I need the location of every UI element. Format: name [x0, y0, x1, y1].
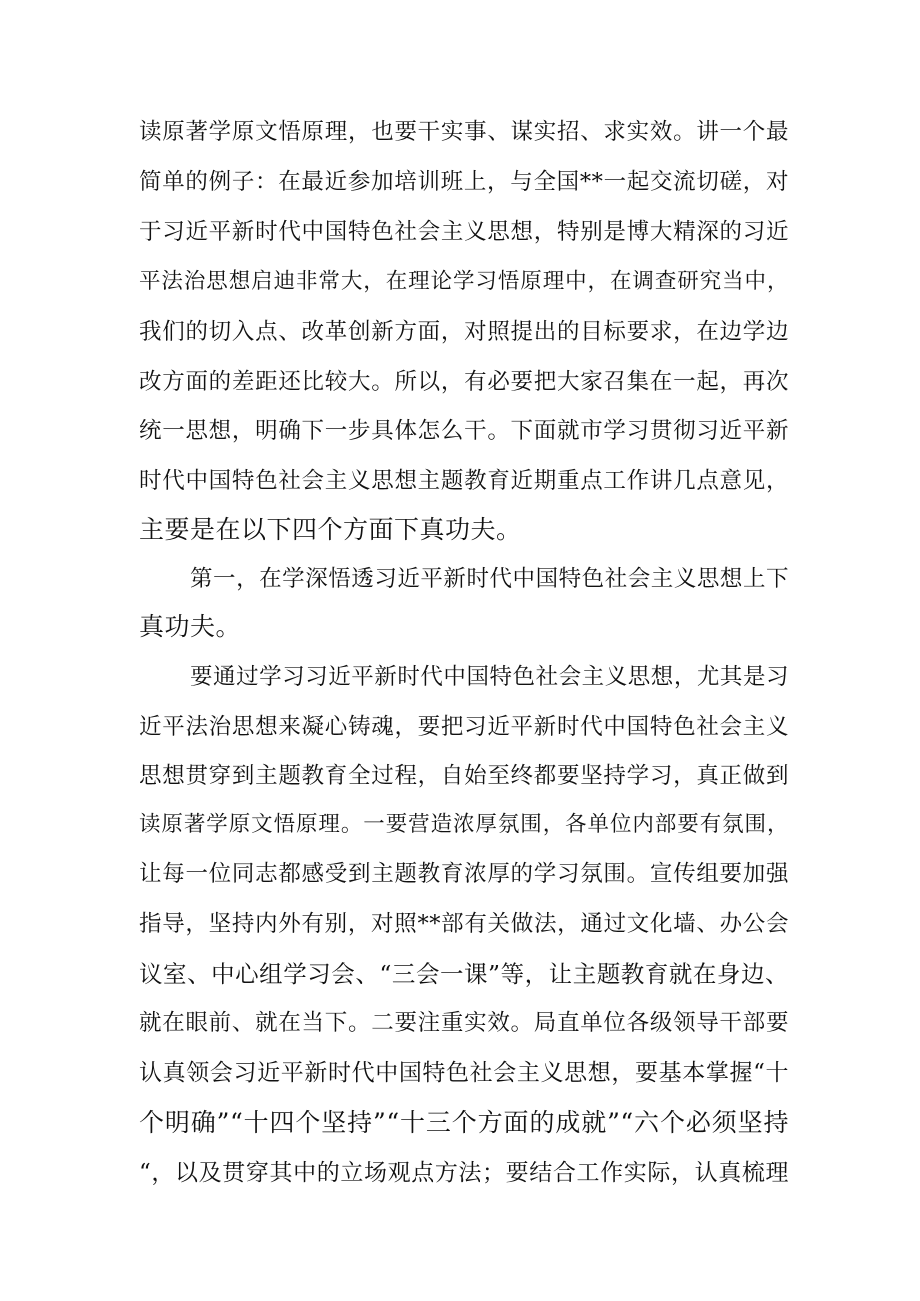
- paragraph-line: 主要是在以下四个方面下真功夫。: [139, 515, 522, 544]
- paragraph-line: 读原著学原文悟原理，也要干实事、谋实招、求实效。讲一个最: [139, 119, 789, 145]
- paragraph-line: 平法治思想启迪非常大，在理论学习悟原理中，在调查研究当中，: [139, 269, 789, 294]
- paragraph-line: 时代中国特色社会主义思想主题教育近期重点工作讲几点意见，: [139, 468, 789, 494]
- paragraph-line: 个明确”“十四个坚持”“十三个方面的成就”“六个必须坚持: [139, 1108, 789, 1137]
- paragraph-line: 指导，坚持内外有别，对照**部有关做法，通过文化墙、办公会: [139, 911, 789, 937]
- paragraph-line: 思想贯穿到主题教育全过程，自始至终都要坚持学习，真正做到: [139, 763, 789, 789]
- paragraph-line: 我们的切入点、改革创新方面，对照提出的目标要求，在边学边: [139, 319, 789, 345]
- paragraph-line: 统一思想，明确下一步具体怎么干。下面就市学习贯彻习近平新: [139, 418, 789, 444]
- paragraph-line: 就在眼前、就在当下。二要注重实效。局直单位各级领导干部要: [139, 1010, 789, 1036]
- paragraph-line: 于习近平新时代中国特色社会主义思想，特别是博大精深的习近: [139, 219, 789, 245]
- section-heading-line: 真功夫。: [139, 612, 242, 641]
- paragraph-line: 认真领会习近平新时代中国特色社会主义思想，要基本掌握“十: [139, 1060, 789, 1086]
- paragraph-line: 议室、中心组学习会、“三会一课”等，让主题教育就在身边、: [139, 960, 789, 988]
- paragraph-line: “，以及贯穿其中的立场观点方法；要结合工作实际，认真梳理: [139, 1160, 789, 1186]
- paragraph-line: 简单的例子：在最近参加培训班上，与全国**一起交流切磋，对: [139, 169, 789, 195]
- section-heading-line: 第一，在学深悟透习近平新时代中国特色社会主义思想上下: [190, 566, 789, 592]
- paragraph-line: 要通过学习习近平新时代中国特色社会主义思想，尤其是习: [190, 664, 789, 690]
- paragraph-line: 近平法治思想来凝心铸魂，要把习近平新时代中国特色社会主义: [139, 714, 789, 740]
- paragraph-line: 改方面的差距还比较大。所以，有必要把大家召集在一起，再次: [139, 369, 789, 395]
- paragraph-line: 让每一位同志都感受到主题教育浓厚的学习氛围。宣传组要加强: [139, 861, 789, 887]
- paragraph-line: 读原著学原文悟原理。一要营造浓厚氛围，各单位内部要有氛围，: [139, 812, 789, 837]
